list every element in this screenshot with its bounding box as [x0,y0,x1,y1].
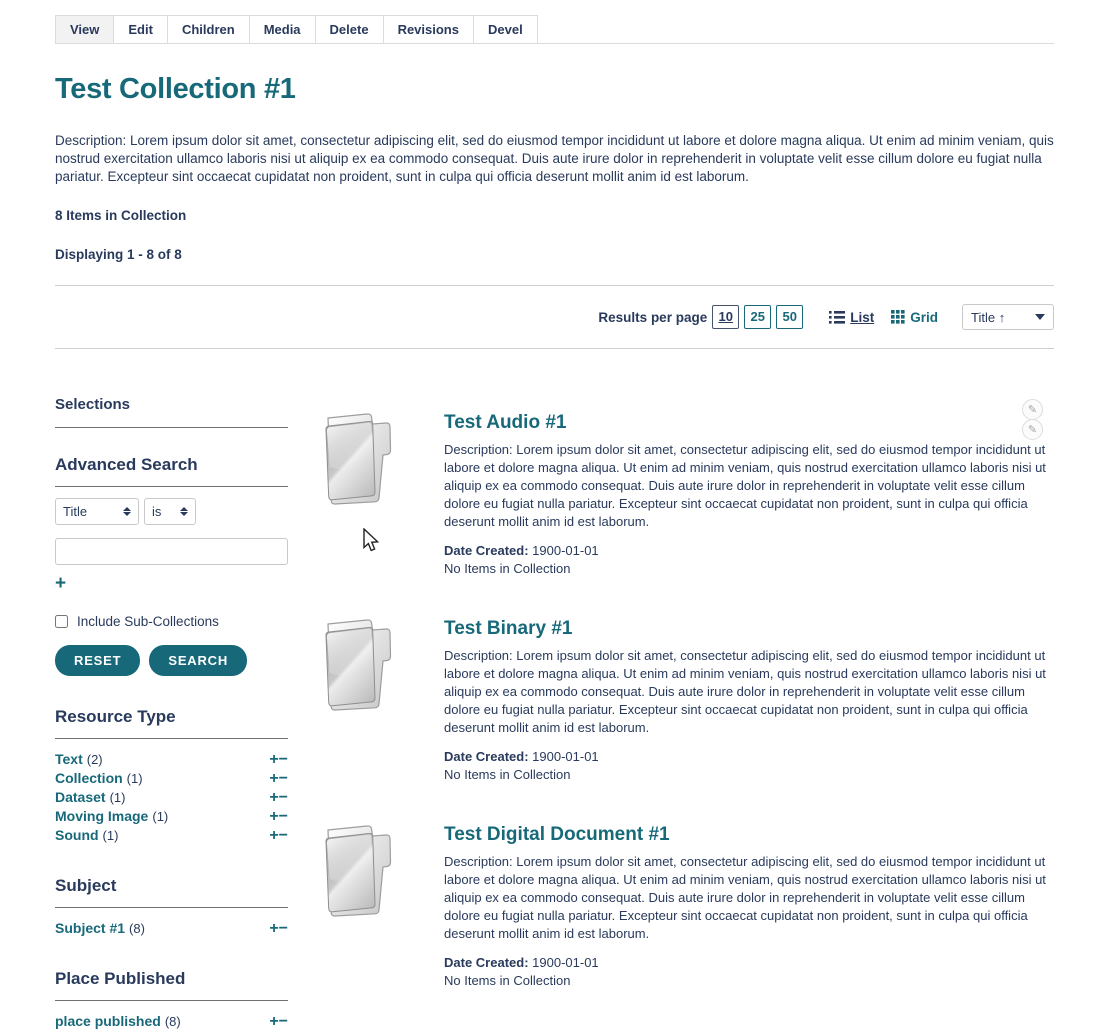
date-created-label: Date Created: [444,749,529,764]
tab-bar [55,15,1054,44]
item-no-items: No Items in Collection [444,973,571,988]
facet-count: (1) [102,828,119,843]
result-item-test-binary [310,618,1054,784]
item-title-link[interactable]: Test Digital Document #1 [444,824,670,845]
chevron-down-icon [1035,314,1045,320]
grid-view-link[interactable] [891,310,938,325]
date-created-label: Date Created: [444,543,529,558]
item-edit-buttons [1022,399,1043,439]
item-date-line [444,542,1054,560]
reset-button[interactable]: RESET [55,645,140,676]
add-search-criterion-button[interactable]: + [55,573,67,594]
results-list [288,396,1054,1031]
facet-count: (8) [129,921,145,936]
facet-include-button[interactable]: + [269,789,279,806]
edit-icon[interactable]: ✎ [1022,419,1043,440]
facet-item-subject-1 [55,919,288,938]
search-field-value: Title [63,504,88,519]
facet-item-sound [55,826,288,845]
list-view-link[interactable] [829,310,874,325]
folder-icon[interactable] [310,412,444,578]
date-created-value: 1900-01-01 [532,543,599,558]
facet-item-place-published [55,1012,288,1031]
selections-heading: Selections [55,396,288,428]
facet-include-button[interactable]: + [269,808,279,825]
tab-media[interactable]: Media [249,15,316,43]
result-item-test-audio [310,404,1054,578]
facet-count: (2) [86,752,103,767]
edit-icon[interactable]: ✎ [1022,399,1043,420]
facet-item-collection [55,769,288,788]
results-bar [55,286,1054,348]
list-icon [829,310,845,324]
item-date-line [444,954,1054,972]
folder-icon[interactable] [310,824,444,990]
include-sub-collections-checkbox[interactable] [55,615,68,628]
item-description: Description: Lorem ipsum dolor sit amet, consectetur adipiscing elit, sed do eiusmod tempor incididunt ut labore et dolore magna aliqua. Ut enim ad minim veniam, quis nostrud exercitation ullamco laboris nisi ut aliquip ex ea commodo consequat. Duis aute irure dolor in reprehenderit in voluptate velit esse cillum dolore eu fugiat nulla pariatur. Excepteur sint occaecat cupidatat non proident, sunt in culpa qui officia deserunt mollit anim id est laborum. [444,854,1046,941]
item-no-items: No Items in Collection [444,767,571,782]
facet-exclude-button[interactable]: − [278,920,288,937]
facet-exclude-button[interactable]: − [278,789,288,806]
facet-count: (8) [164,1014,181,1029]
grid-icon [891,310,905,324]
list-view-label: List [850,309,875,325]
item-description: Description: Lorem ipsum dolor sit amet, consectetur adipiscing elit, sed do eiusmod tempor incididunt ut labore et dolore magna aliqua. Ut enim ad minim veniam, quis nostrud exercitation ullamco laboris nisi ut aliquip ex ea commodo consequat. Duis aute irure dolor in reprehenderit in voluptate velit esse cillum dolore eu fugiat nulla pariatur. Excepteur sint occaecat cupidatat non proident, sunt in culpa qui officia deserunt mollit anim id est laborum. [444,648,1046,735]
sort-select-value: Title ↑ [971,309,1006,325]
facet-group-resource-type [55,707,288,845]
tab-delete[interactable]: Delete [315,15,384,43]
displaying-range: Displaying 1 - 8 of 8 [55,247,182,262]
facet-include-button[interactable]: + [269,920,279,937]
collection-description: Description: Lorem ipsum dolor sit amet, consectetur adipiscing elit, sed do eiusmod tempor incididunt ut labore et dolore magna aliqua. Ut enim ad minim veniam, quis nostrud exercitation ullamco laboris nisi ut aliquip ex ea commodo consequat. Duis aute irure dolor in reprehenderit in voluptate velit esse cillum dolore eu fugiat nulla pariatur. Excepteur sint occaecat cupidatat non proident, sunt in culpa qui officia deserunt mollit anim id est laborum. [55,133,1054,184]
tab-children[interactable]: Children [167,15,250,43]
tab-devel[interactable]: Devel [473,15,538,43]
view-mode-links [829,310,938,325]
facet-group-title: Subject [55,876,288,908]
date-created-value: 1900-01-01 [532,749,599,764]
facet-include-button[interactable]: + [269,770,279,787]
facet-include-button[interactable]: + [269,751,279,768]
results-per-page-label: Results per page [598,309,708,325]
facet-item-dataset [55,788,288,807]
search-sidebar [55,396,288,1031]
facet-group-subject [55,876,288,938]
facet-exclude-button[interactable]: − [278,808,288,825]
search-operator-select[interactable] [144,498,196,525]
item-description: Description: Lorem ipsum dolor sit amet, consectetur adipiscing elit, sed do eiusmod tempor incididunt ut labore et dolore magna aliqua. Ut enim ad minim veniam, quis nostrud exercitation ullamco laboris nisi ut aliquip ex ea commodo consequat. Duis aute irure dolor in reprehenderit in voluptate velit esse cillum dolore eu fugiat nulla pariatur. Excepteur sint occaecat cupidatat non proident, sunt in culpa qui officia deserunt mollit anim id est laborum. [444,442,1046,529]
search-field-select[interactable] [55,498,139,525]
date-created-label: Date Created: [444,955,529,970]
page-title: Test Collection #1 [55,73,296,105]
tab-edit[interactable]: Edit [113,15,168,43]
sort-select[interactable] [962,304,1054,330]
facet-link[interactable]: Moving Image [55,808,149,824]
facet-exclude-button[interactable]: − [278,1013,288,1030]
facet-exclude-button[interactable]: − [278,827,288,844]
advanced-search-heading: Advanced Search [55,455,288,487]
advanced-search-block [55,455,288,676]
facet-include-button[interactable]: + [269,1013,279,1030]
item-no-items: No Items in Collection [444,561,571,576]
facet-link[interactable]: Dataset [55,789,106,805]
facet-count: (1) [109,790,126,805]
date-created-value: 1900-01-01 [532,955,599,970]
facet-link[interactable]: Sound [55,827,99,843]
item-content [444,824,1054,990]
facet-include-button[interactable]: + [269,827,279,844]
facet-group-place-published [55,969,288,1031]
folder-icon[interactable] [310,618,444,784]
facet-link[interactable]: Text [55,751,83,767]
facet-count: (1) [126,771,143,786]
item-content [444,618,1054,784]
select-arrows-icon [123,507,131,516]
page-size-50-button[interactable]: 50 [776,305,803,329]
facet-link[interactable]: Collection [55,770,123,786]
facet-group-title: Resource Type [55,707,288,739]
collection-page [0,15,1109,1031]
item-title-link[interactable]: Test Binary #1 [444,618,573,639]
facet-item-text [55,750,288,769]
item-content [444,412,1054,578]
page-size-25-button[interactable]: 25 [744,305,771,329]
item-title-link[interactable]: Test Audio #1 [444,412,567,433]
facet-link[interactable]: Subject #1 [55,920,126,936]
search-operator-value: is [152,504,162,519]
include-sub-collections-row [55,614,288,629]
facet-item-moving-image [55,807,288,826]
facet-exclude-button[interactable]: − [278,751,288,768]
tab-view[interactable]: View [55,15,114,43]
items-count: 8 Items in Collection [55,208,187,223]
grid-view-label: Grid [910,309,938,325]
facet-link[interactable]: place published [55,1013,161,1029]
facet-exclude-button[interactable]: − [278,770,288,787]
page-size-10-button[interactable]: 10 [712,305,739,329]
include-sub-collections-label: Include Sub-Collections [77,614,219,629]
search-term-input[interactable] [55,538,288,565]
result-item-test-digital-document [310,824,1054,990]
search-button[interactable]: SEARCH [149,645,247,676]
facet-count: (1) [152,809,169,824]
item-date-line [444,748,1054,766]
tab-revisions[interactable]: Revisions [383,15,474,43]
select-arrows-icon [180,507,188,516]
facet-group-title: Place Published [55,969,288,1001]
